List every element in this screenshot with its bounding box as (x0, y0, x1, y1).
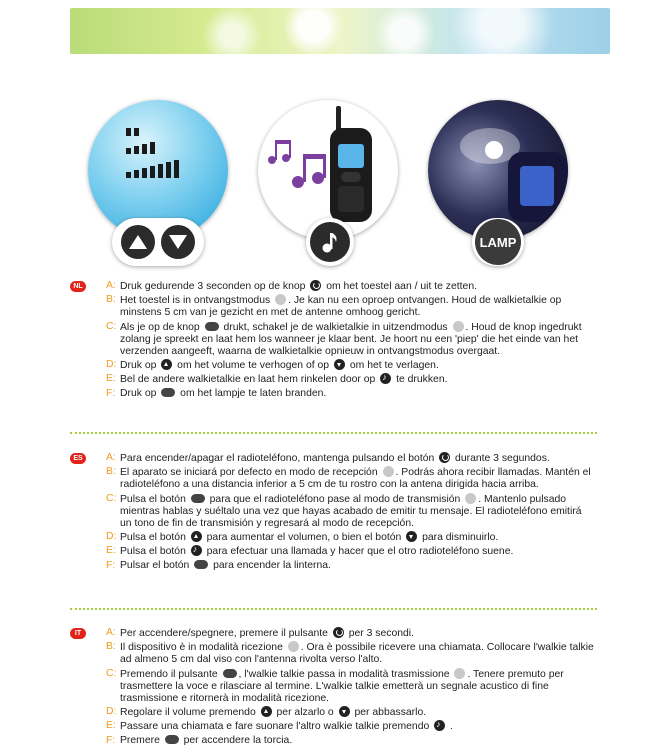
lamp-button-holder (472, 218, 524, 266)
list-item (74, 560, 594, 572)
lamp-button-icon (161, 388, 175, 397)
divider (70, 432, 597, 434)
transmit-mode-icon (454, 668, 465, 679)
list-item (74, 735, 594, 747)
item-text: Het toestel is in ontvangstmodus (120, 295, 271, 307)
item-text: per alzarlo o (276, 707, 334, 719)
divider (70, 608, 597, 610)
item-text: para disminuirlo. (422, 532, 499, 544)
flag-nl: NL (70, 281, 86, 292)
power-icon (439, 452, 450, 463)
receive-mode-icon (288, 641, 299, 652)
call-icon (380, 373, 391, 384)
volume-buttons (112, 218, 204, 266)
item-letter: D: (106, 359, 117, 371)
list-item (74, 321, 594, 359)
item-text: . Ora è possibile ricevere una chiamata. Collocare l'walkie talkie ad almeno 5 cm dal viso con l'antenna rivolta verso l'alto. (120, 642, 594, 666)
item-letter: D: (106, 706, 117, 718)
item-text: Pulsa el botón (120, 532, 186, 544)
list-item (74, 452, 594, 465)
call-icon (191, 545, 202, 556)
header-banner (70, 8, 610, 54)
item-text: Para encender/apagar el radioteléfono, mantenga pulsando el botón (120, 453, 435, 464)
item-text: durante 3 segundos. (455, 453, 550, 464)
flag-it: IT (70, 628, 86, 639)
item-letter: C: (106, 492, 117, 504)
volume-down-button[interactable] (161, 225, 195, 259)
flag-es: ES (70, 453, 86, 464)
item-text: . Podrás ahora recibir llamadas. Mantén el radioteléfono a una distancia inferior a 5 cm de tu rostro con la antena dirigida hacia arriba. (120, 467, 591, 491)
item-text: Druk op (120, 360, 157, 372)
item-text: om het te verlagen. (349, 360, 439, 372)
item-letter: B: (106, 641, 116, 653)
item-text: Per accendere/spegnere, premere il pulsante (120, 628, 328, 639)
item-letter: F: (106, 559, 116, 571)
signal-bars-icon (126, 128, 196, 184)
triangle-up-icon (128, 234, 148, 250)
item-text: para que el radioteléfono pase al modo de transmisión (209, 493, 461, 505)
item-text: para encender la linterna. (213, 559, 331, 571)
item-text: Pulsa el botón (120, 493, 186, 505)
list-item (74, 627, 594, 640)
lamp-button-icon (194, 560, 208, 569)
item-text: . Mantenlo pulsado mientras hablas y suéltalo una vez que hayas acabado de emitir tu mensaje. El radioteléfono emitirá un tono de fin de transmisión y regresará al modo de recepción. (120, 493, 582, 530)
talk-button-icon (205, 322, 219, 331)
receive-mode-icon (275, 294, 286, 305)
item-text: Druk gedurende 3 seconden op de knop (120, 281, 306, 292)
item-text: . Houd de knop ingedrukt zolang je spreekt en laat hem los wanneer je klaar bent. Je hoort nu een 'piep' die het einde van het verzenden aangeeft, waarna de walkietalkie opnieuw in ontvangstmodus overgaat. (120, 321, 582, 358)
item-text: drukt, schakel je de walkietalkie in uitzendmodus (223, 321, 448, 333)
item-text: . Tenere premuto per trasmettere la voce e rilasciare al termine. L'walkie talkie emetterà un segnale acustico di fine trasmissione e ritornerà in modalità ricezione. (120, 668, 564, 705)
item-text: Premendo il pulsante (120, 668, 218, 680)
list-item (74, 706, 594, 719)
item-text: per accendere la torcia. (183, 734, 293, 746)
list-item (74, 720, 594, 733)
section-nl (74, 280, 594, 401)
list-item (74, 531, 594, 544)
triangle-down-icon (168, 234, 188, 250)
volume-down-icon (334, 359, 345, 370)
lamp-button-icon (165, 735, 179, 744)
item-letter: E: (106, 373, 116, 385)
item-letter: B: (106, 466, 116, 478)
power-icon (310, 280, 321, 291)
list-item (74, 373, 594, 386)
item-letter: E: (106, 545, 116, 557)
item-letter: A: (106, 452, 116, 463)
talk-button-icon (223, 669, 237, 678)
item-letter: A: (106, 280, 116, 291)
item-text: Premere (120, 734, 160, 746)
list-item (74, 388, 594, 400)
item-text: El aparato se iniciará por defecto en modo de recepción (120, 467, 378, 479)
item-letter: D: (106, 531, 117, 543)
item-text: , l'walkie talkie passa in modalità trasmissione (238, 668, 450, 680)
list-item (74, 294, 594, 319)
call-button[interactable] (310, 222, 350, 262)
item-text: . (450, 721, 453, 733)
item-text: om het volume te verhogen of op (177, 360, 330, 372)
item-text: om het lampje te laten branden. (180, 387, 327, 399)
item-letter: A: (106, 627, 116, 638)
list-item (74, 545, 594, 558)
volume-down-icon (339, 706, 350, 717)
item-letter: F: (106, 387, 116, 399)
list-item (74, 359, 594, 372)
volume-up-icon (191, 531, 202, 542)
item-text: Regolare il volume premendo (120, 707, 256, 719)
item-text: Druk op (120, 387, 157, 399)
item-text: Il dispositivo è in modalità ricezione (120, 642, 283, 654)
list-item (74, 493, 594, 531)
item-letter: B: (106, 294, 116, 306)
item-text: Als je op de knop (120, 321, 200, 333)
power-icon (333, 627, 344, 638)
item-text: para aumentar el volumen, o bien el botón (206, 532, 402, 544)
item-letter: C: (106, 320, 117, 332)
list-item (74, 668, 594, 706)
item-text: om het toestel aan / uit te zetten. (326, 281, 477, 292)
item-text: Pulsar el botón (120, 559, 190, 571)
item-letter: F: (106, 734, 116, 746)
item-text: per 3 secondi. (348, 628, 414, 639)
volume-down-icon (406, 531, 417, 542)
item-text: Pulsa el botón (120, 546, 186, 558)
item-text: per abbassarlo. (354, 707, 427, 719)
volume-up-icon (261, 706, 272, 717)
list-item (74, 280, 594, 293)
item-letter: C: (106, 667, 117, 679)
item-text: Passare una chiamata e fare suonare l'altro walkie talkie premendo (120, 721, 430, 733)
item-letter: E: (106, 720, 116, 732)
transmit-mode-icon (453, 321, 464, 332)
volume-up-button[interactable] (121, 225, 155, 259)
item-text: para efectuar una llamada y hacer que el otro radioteléfono suene. (206, 546, 514, 558)
list-item (74, 466, 594, 491)
receive-mode-icon (383, 466, 394, 477)
call-icon (434, 720, 445, 731)
call-button-holder (306, 218, 354, 266)
music-note-icon (321, 231, 339, 253)
volume-up-icon (161, 359, 172, 370)
section-es (74, 452, 594, 573)
lamp-button[interactable]: LAMP (475, 219, 521, 265)
list-item (74, 641, 594, 666)
item-text: Bel de andere walkietalkie en laat hem rinkelen door op (120, 374, 376, 386)
section-it (74, 627, 594, 748)
item-text: . Je kan nu een oproep ontvangen. Houd de walkietalkie op minstens 5 cm van je gezicht en met de antenne omhoog gericht. (120, 295, 562, 319)
talk-button-icon (191, 494, 205, 503)
transmit-mode-icon (465, 493, 476, 504)
item-text: te drukken. (396, 374, 448, 386)
